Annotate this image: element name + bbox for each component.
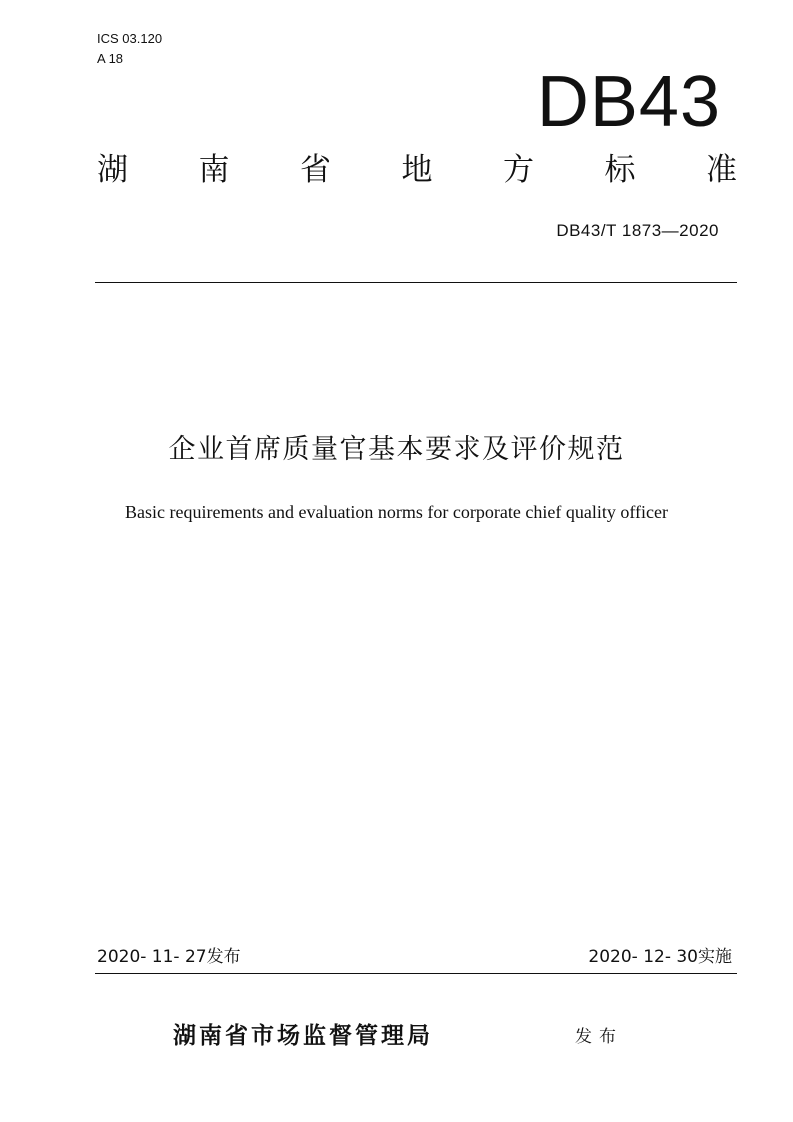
standard-type-char: 准 (706, 152, 737, 188)
standard-type-char: 南 (198, 152, 230, 188)
standard-number: DB43/T 1873—2020 (556, 221, 719, 240)
issuing-authority: 湖南省市场监督管理局 (173, 1023, 433, 1049)
standard-type-heading (97, 150, 737, 190)
issue-label: 发布 (575, 1027, 623, 1047)
document-title-chinese: 企业首席质量官基本要求及评价规范 (168, 434, 625, 465)
standard-type-char: 省 (300, 152, 331, 188)
implementation-date: 2020- 12- 30实施 (588, 947, 732, 967)
ics-code: ICS 03.120 (97, 31, 163, 46)
document-title-english: Basic requirements and evaluation norms for corporate chief quality officer (125, 502, 668, 522)
issue-date: 2020- 11- 27发布 (97, 947, 241, 967)
standard-type-char: 方 (503, 152, 534, 188)
db-code-label: DB43 (536, 62, 721, 142)
standard-type-char: 地 (401, 152, 433, 188)
classification-code: A 18 (97, 51, 124, 66)
bottom-divider (95, 973, 737, 974)
standard-type-char: 湖 (97, 152, 128, 188)
standard-type-char: 标 (604, 152, 636, 188)
top-divider (95, 282, 737, 283)
